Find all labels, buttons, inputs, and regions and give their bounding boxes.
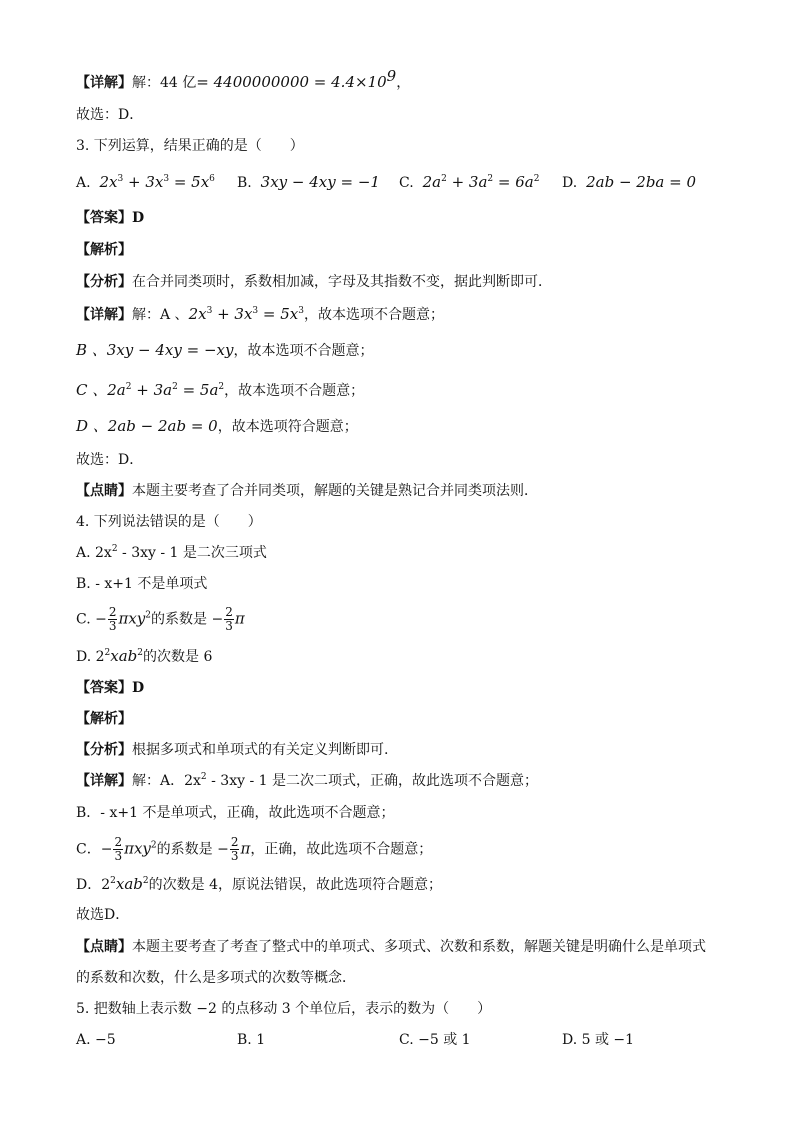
choose-line-4: 故选D． xyxy=(76,907,130,923)
fraction: $\frac{2}{3}$ xyxy=(108,605,117,633)
choose-line-3: 故选：D． xyxy=(76,452,144,468)
detail-3c: C 、$2a^2 + 3a^2 = 5a^2$，故本选项不合题意； xyxy=(76,381,365,399)
q5-option-b: B. 1 xyxy=(237,1032,266,1048)
q3-option-d: D. 2ab − 2ba = 0 xyxy=(562,173,697,191)
analysis-3: 【分析】在合并同类项时，系数相加减，字母及其指数不变，据此判断即可． xyxy=(76,274,552,290)
analysis-heading-3: 【解析】 xyxy=(76,242,132,258)
solution-line: 【详解】解：44 亿= $4400000000 = 4.4\times 10^9$， xyxy=(76,67,411,91)
question-4: 4. 下列说法错误的是（ ） xyxy=(76,514,262,530)
detail-4d: D．$2^2xab^2$的次数是 4，原说法错误，故此选项符合题意； xyxy=(76,875,442,893)
detail-4c: C．− $\frac{2}{3}$ πxy$^2$的系数是 − $\frac{2}{3}$ π，正确，故此选项不合题意； xyxy=(76,835,433,863)
comment-4a: 【点睛】本题主要考查了考查了整式中的单项式、多项式、次数和系数，解题关键是明确什么是单项式 xyxy=(76,939,706,955)
q3-option-a: A. $2x^3 + 3x^3 = 5x^6$ xyxy=(76,173,215,191)
fraction: $\frac{2}{3}$ xyxy=(230,835,239,863)
q5-option-d: D. 5 或 −1 xyxy=(562,1032,635,1048)
analysis-heading-4: 【解析】 xyxy=(76,711,132,727)
fraction: $\frac{2}{3}$ xyxy=(114,835,123,863)
choose-line: 故选：D． xyxy=(76,107,144,123)
analysis-4: 【分析】根据多项式和单项式的有关定义判断即可. xyxy=(76,742,389,758)
q4-option-b: B. - x+1 不是单项式 xyxy=(76,576,208,592)
q5-option-a: A. −5 xyxy=(76,1032,116,1048)
detail-3d: D 、2ab − 2ab = 0，故本选项符合题意； xyxy=(76,417,358,435)
comment-3: 【点睛】本题主要考查了合并同类项，解题的关键是熟记合并同类项法则． xyxy=(76,483,538,499)
detail-4a: 【详解】解：A．$2x^2 - 3xy - 1$ 是二次二项式，正确，故此选项不合题意； xyxy=(76,772,538,789)
comment-4b: 的系数和次数，什么是多项式的次数等概念． xyxy=(76,970,356,986)
question-5: 5. 把数轴上表示数 −2 的点移动 3 个单位后，表示的数为（ ） xyxy=(76,1001,492,1017)
detail-4b: B．- x+1 不是单项式，正确，故此选项不合题意； xyxy=(76,805,395,821)
q4-option-c: C. − $\frac{2}{3}$ πxy$^2$的系数是 − $\frac{2}{3}$ π xyxy=(76,605,245,633)
q3-option-b: B. 3xy − 4xy = −1 xyxy=(237,173,380,191)
detail-tag: 【详解】 xyxy=(76,75,132,91)
detail-3a: 【详解】解：A 、$2x^3 + 3x^3 = 5x^3$，故本选项不合题意； xyxy=(76,305,444,323)
answer-3: 【答案】D xyxy=(76,210,145,226)
q4-option-d: D. $2^2xab^2$的次数是 6 xyxy=(76,647,213,665)
q3-option-c: C. $2a^2 + 3a^2 = 6a^2$ xyxy=(399,173,540,191)
q4-option-a: A. $2x^2 - 3xy - 1$ 是二次三项式 xyxy=(76,544,267,561)
q5-option-c: C. −5 或 1 xyxy=(399,1032,471,1048)
fraction: $\frac{2}{3}$ xyxy=(225,605,233,633)
question-3: 3. 下列运算，结果正确的是（ ） xyxy=(76,138,304,154)
answer-4: 【答案】D xyxy=(76,680,145,696)
detail-3b: B 、3xy − 4xy = −xy，故本选项不合题意； xyxy=(76,341,374,359)
